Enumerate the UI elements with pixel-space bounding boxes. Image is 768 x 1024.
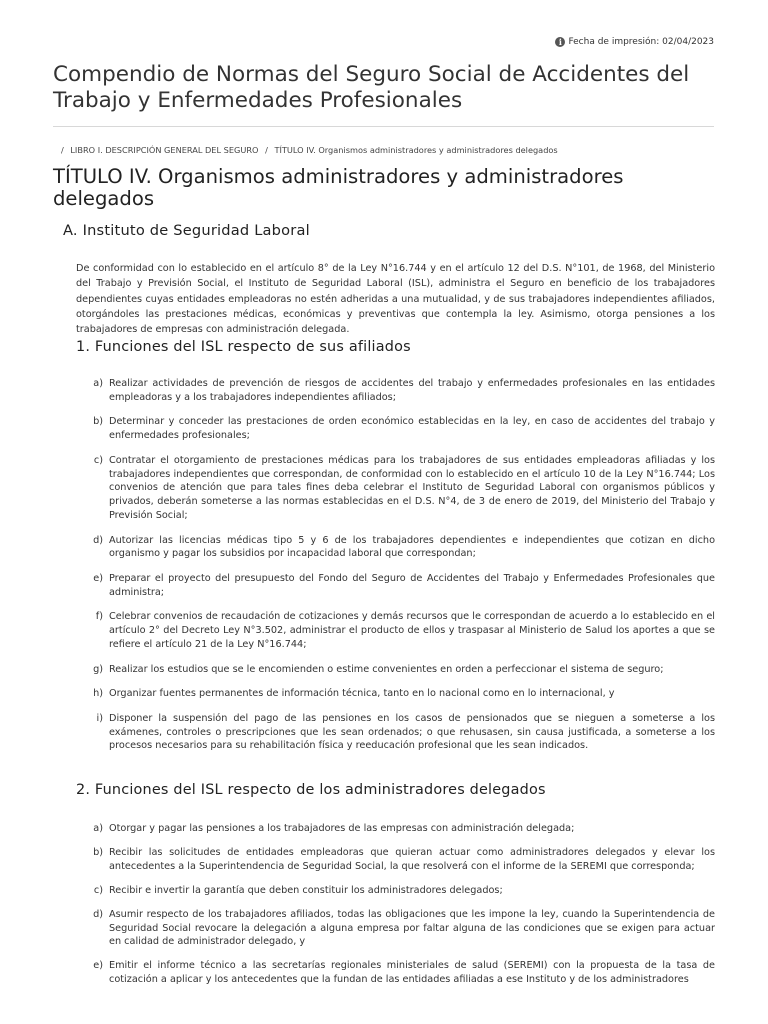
list-marker: g) bbox=[93, 663, 103, 675]
list-item bbox=[76, 415, 715, 443]
list-item-text: Disponer la suspensión del pago de las pensiones en los casos de pensionados que se nieguen a someterse a los exámenes, controles o prescripciones que les sean ordenados; o que rehusasen, sin causa justificada, a someterse a los procesos necesarios para su rehabilitación física y reeducación profesional que les sean indicados. bbox=[109, 712, 715, 752]
list-marker: c) bbox=[93, 454, 103, 466]
part1-list bbox=[76, 377, 715, 764]
list-item-text: Otorgar y pagar las pensiones a los trabajadores de las empresas con administración delegada; bbox=[109, 823, 575, 834]
list-item bbox=[76, 377, 715, 405]
list-marker: c) bbox=[93, 884, 103, 896]
list-item-text: Realizar los estudios que se le encomienden o estime convenientes en orden a perfeccionar el sistema de seguro; bbox=[109, 663, 664, 675]
list-item bbox=[76, 610, 715, 651]
list-item bbox=[76, 846, 715, 874]
list-item bbox=[76, 822, 715, 836]
intro-paragraph: De conformidad con lo establecido en el artículo 8° de la Ley N°16.744 y en el artículo 12 del D.S. N°101, de 1968, del Ministerio del Trabajo y Previsión Social, el Instituto de Seguridad Laboral (ISL), administra el Seguro en beneficio de los trabajadores dependientes cuyas entidades empleadoras no estén adheridas a una mutualidad, y de sus trabajadores independientes afiliados, otorgándoles las prestaciones médicas, económicas y preventivas que contempla la ley. Asimismo, otorga pensiones a los trabajadores de empresas con administración delegada. bbox=[76, 263, 715, 336]
list-item-text: Preparar el proyecto del presupuesto del Fondo del Seguro de Accidentes del Trabajo y Enfermedades Profesionales que administra; bbox=[109, 572, 715, 598]
list-item bbox=[76, 959, 715, 987]
breadcrumb-separator: / bbox=[265, 145, 268, 155]
list-item-text: Emitir el informe técnico a las secretarías regionales ministeriales de salud (SEREMI) con la propuesta de la tasa de cotización a aplicar y los antecedentes que la fundan de las entidades afiliadas a ese Instituto y de los administradores bbox=[109, 960, 715, 986]
subsection-title: A. Instituto de Seguridad Laboral bbox=[63, 222, 310, 239]
list-item-text: Contratar el otorgamiento de prestaciones médicas para los trabajadores de sus entidades empleadoras afiliadas y los trabajadores independientes que correspondan, de conformidad con lo establecido en el artículo 10 de la Ley N°16.744; Los convenios de atención que para tales fines deba celebrar el Instituto de Seguridad Laboral con organismos públicos y privados, deberán someterse a las normas establecidas en el D.S. N°4, de 3 de enero de 2019, del Ministerio del Trabajo y Previsión Social; bbox=[109, 454, 715, 521]
list-item-text: Celebrar convenios de recaudación de cotizaciones y demás recursos que le correspondan de acuerdo a lo establecido en el artículo 2° del Decreto Ley N°3.502, administrar el producto de ellos y traspasar al Ministerio de Salud los aportes a que se refiere el artículo 21 de la Ley N°16.744; bbox=[109, 611, 715, 650]
list-marker: b) bbox=[93, 846, 103, 858]
list-item bbox=[76, 572, 715, 600]
list-item-text: Asumir respecto de los trabajadores afiliados, todas las obligaciones que les impone la ley, cuando la Superintendencia de Seguridad Social revocare la delegación a alguna empresa por faltar alguna de las condiciones que se exigen para actuar en calidad de administrador delegado, y bbox=[109, 908, 715, 948]
part1-heading: 1. Funciones del ISL respecto de sus afiliados bbox=[76, 339, 411, 355]
print-date-text: Fecha de impresión: 02/04/2023 bbox=[568, 37, 714, 47]
list-item bbox=[76, 712, 715, 753]
list-marker: f) bbox=[95, 611, 103, 623]
list-item bbox=[76, 454, 715, 523]
list-marker: e) bbox=[93, 960, 103, 972]
list-marker: a) bbox=[93, 378, 103, 389]
list-item-text: Recibir e invertir la garantía que deben constituir los administradores delegados; bbox=[109, 884, 503, 896]
breadcrumb-item-libro[interactable]: LIBRO I. DESCRIPCIÓN GENERAL DEL SEGURO bbox=[70, 145, 259, 155]
print-date bbox=[555, 37, 714, 47]
list-marker: e) bbox=[93, 572, 103, 584]
list-item-text: Recibir las solicitudes de entidades empleadoras que quieran actuar como administradores delegados y elevar los antecedentes a la Superintendencia de Seguridad Social, la que resolverá con el informe de la SEREMI que corresponda; bbox=[109, 846, 715, 872]
list-item-text: Organizar fuentes permanentes de información técnica, tanto en lo nacional como en lo internacional, y bbox=[109, 688, 615, 700]
list-marker: a) bbox=[93, 823, 103, 834]
list-marker: d) bbox=[93, 908, 103, 920]
breadcrumb-item-titulo[interactable]: TÍTULO IV. Organismos administradores y administradores delegados bbox=[274, 145, 558, 155]
list-item-text: Determinar y conceder las prestaciones de orden económico establecidas en la ley, en caso de accidentes del trabajo y enfermedades profesionales; bbox=[109, 416, 715, 442]
list-item bbox=[76, 687, 715, 701]
list-item-text: Realizar actividades de prevención de riesgos de accidentes del trabajo y enfermedades profesionales en las entidades empleadoras y a los trabajadores independientes afiliados; bbox=[109, 378, 715, 403]
list-marker: i) bbox=[96, 712, 103, 724]
list-item bbox=[76, 884, 715, 898]
list-marker: d) bbox=[93, 534, 103, 546]
section-title: TÍTULO IV. Organismos administradores y administradores delegados bbox=[53, 165, 624, 210]
document-title: Compendio de Normas del Seguro Social de Accidentes del Trabajo y Enfermedades Profesionales bbox=[53, 62, 690, 113]
list-item bbox=[76, 663, 715, 677]
list-item-text: Autorizar las licencias médicas tipo 5 y 6 de los trabajadores dependientes e independientes que cotizan en dicho organismo y pagar los subsidios por incapacidad laboral que correspondan; bbox=[109, 534, 715, 560]
breadcrumb bbox=[57, 145, 558, 155]
part2-list bbox=[76, 822, 715, 997]
list-marker: h) bbox=[93, 688, 103, 700]
list-item bbox=[76, 908, 715, 949]
info-icon: i bbox=[555, 37, 565, 47]
list-marker: b) bbox=[93, 416, 103, 428]
title-divider bbox=[53, 126, 714, 127]
breadcrumb-separator: / bbox=[61, 145, 64, 155]
list-item bbox=[76, 534, 715, 562]
part2-heading: 2. Funciones del ISL respecto de los administradores delegados bbox=[76, 782, 546, 798]
